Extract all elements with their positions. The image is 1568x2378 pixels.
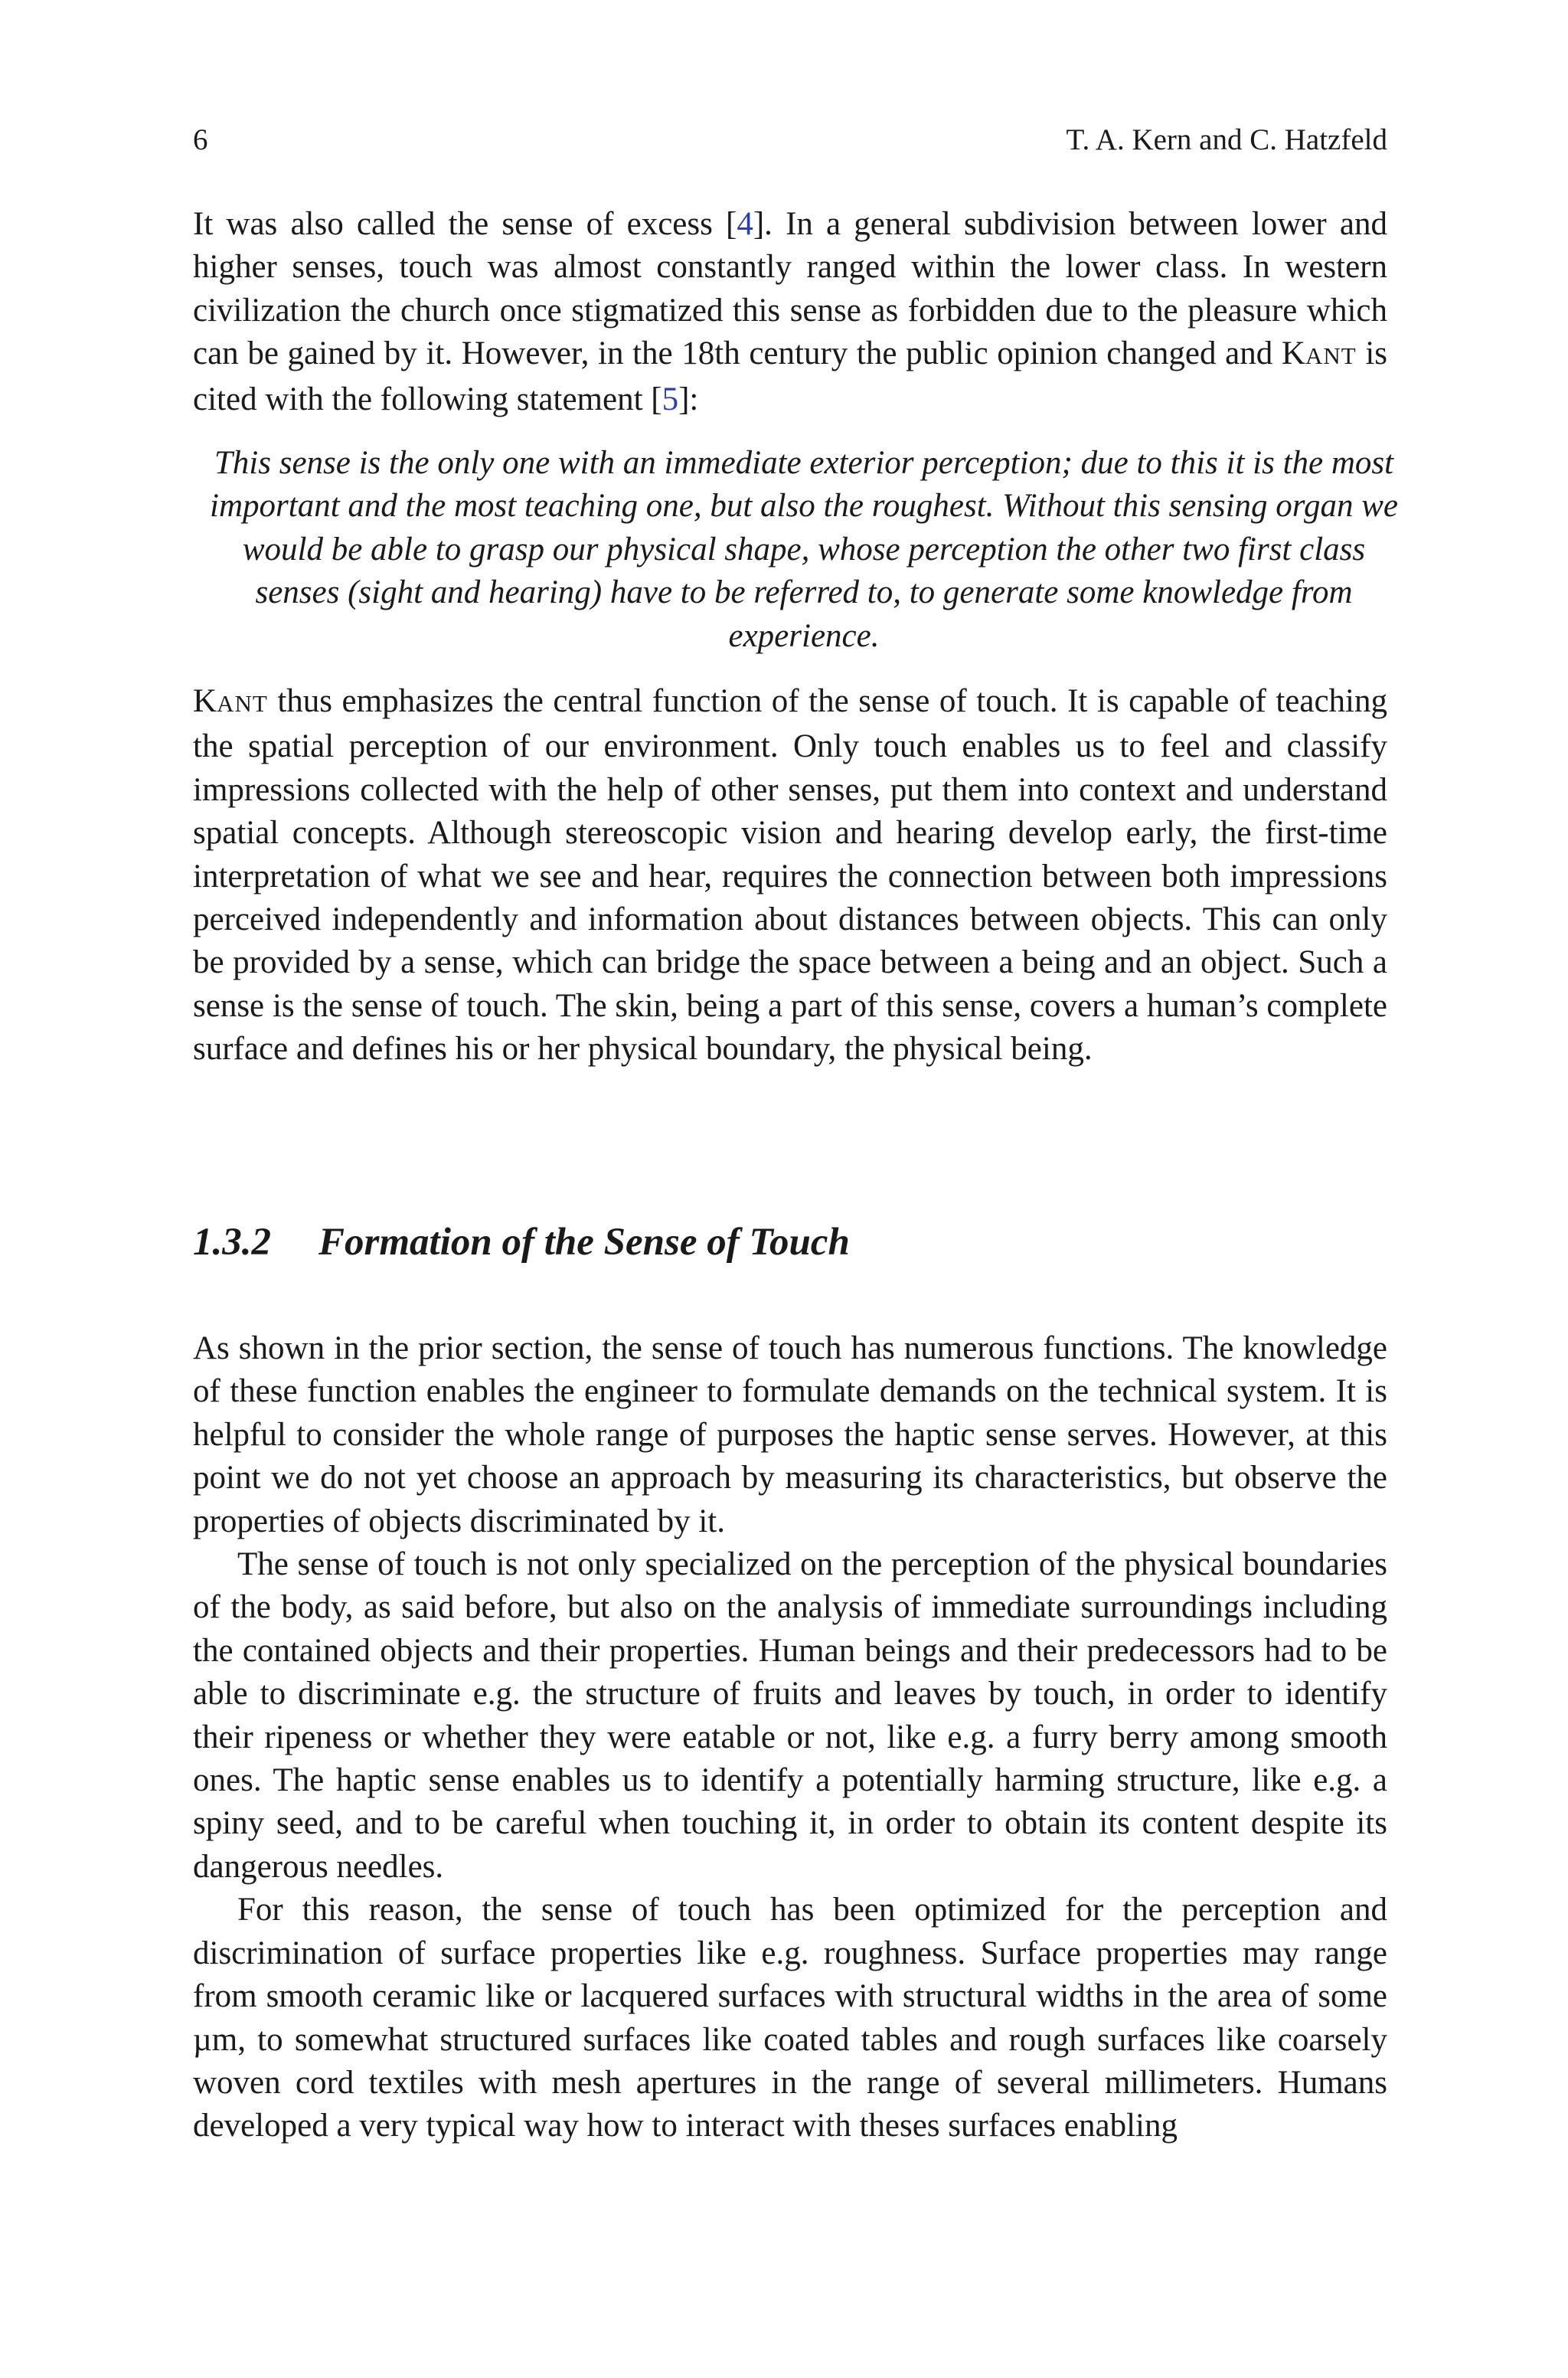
section-number: 1.3.2 — [193, 1221, 271, 1264]
citation-link[interactable]: 4 — [737, 206, 753, 242]
paragraph-1 — [193, 203, 1387, 421]
page-header — [193, 123, 1387, 161]
running-head: T. A. Kern and C. Hatzfeld — [1066, 123, 1387, 156]
text-run: is cited with the following statement [ — [193, 335, 1387, 417]
small-caps-name: ANT — [217, 690, 268, 717]
small-caps-name: ANT — [1305, 342, 1357, 370]
text-run: ]. In a general subdivision between lower and higher senses, touch was almost constantly ranged within the lower class. In western civilization the church once stigmatized this sense as forbidden due to the pleasure which can be gained by it. However, in the 18th century the public opinion changed and — [193, 206, 1387, 372]
section-title: Formation of the Sense of Touch — [318, 1221, 850, 1264]
small-caps-initial: K — [193, 683, 217, 719]
small-caps-initial: K — [1281, 335, 1305, 372]
paragraph-2 — [193, 680, 1387, 1071]
page-number: 6 — [193, 123, 208, 156]
block-quote — [193, 442, 1415, 658]
citation-link[interactable]: 5 — [662, 381, 679, 417]
text-run: thus emphasizes the central function of the sense of touch. It is capable of teaching the spatial perception of our environment. Only touch enables us to feel and classify impressions collected with the help of other senses, put them into context and understand spatial concepts. Although stereoscopic vision and hearing develop early, the first-time interpretation of what we see and hear, requires the connection between both impressions perceived independently and information about distances between objects. This can only be provided by a sense, which can bridge the space between a being and an object. Such a sense is the sense of touch. The skin, being a part of this sense, covers a human’s complete surface and defines his or her physical boundary, the physical being. — [193, 683, 1387, 1068]
body-text — [193, 1327, 1387, 2148]
paragraph-5: For this reason, the sense of touch has been optimized for the perception and discrimination of surface properties like e.g. roughness. Surface properties may range from smooth ceramic like or lacquered surfaces with structural widths in the area of some µm, to somewhat structured surfaces like coated tables and rough surfaces like coarsely woven cord textiles with mesh apertures in the range of several millimeters. Humans developed a very typical way how to interact with theses surfaces enabling — [193, 1892, 1387, 2144]
paragraph-3: As shown in the prior section, the sense of touch has numerous functions. The knowledge of these function enables the engineer to formulate demands on the technical system. It is helpful to consider the whole range of purposes the haptic sense serves. However, at this point we do not yet choose an approach by measuring its characteristics, but observe the properties of objects discriminated by it. — [193, 1330, 1387, 1539]
paragraph-4: The sense of touch is not only specialized on the perception of the physical boundaries of the body, as said before, but also on the analysis of immediate surroundings including the contained objects and their properties. Human beings and their predecessors had to be able to discriminate e.g. the structure of fruits and leaves by touch, in order to identify their ripeness or whether they were eatable or not, like e.g. a furry berry among smooth ones. The haptic sense enables us to identify a potentially harming structure, like e.g. a spiny seed, and to be careful when touching it, in order to obtain its content despite its dangerous needles. — [193, 1546, 1387, 1885]
text-run: ]: — [678, 381, 699, 417]
text-run: It was also called the sense of excess [ — [193, 206, 737, 242]
quote-text: This sense is the only one with an immediate exterior perception; due to this it is the most important and the most teaching one, but also the roughest. Without this sensing organ we would be able to grasp our physical shape, whose perception the other two first class senses (sight and hearing) have to be referred to, to generate some knowledge from experience. — [210, 445, 1398, 654]
section-heading — [193, 1220, 850, 1264]
